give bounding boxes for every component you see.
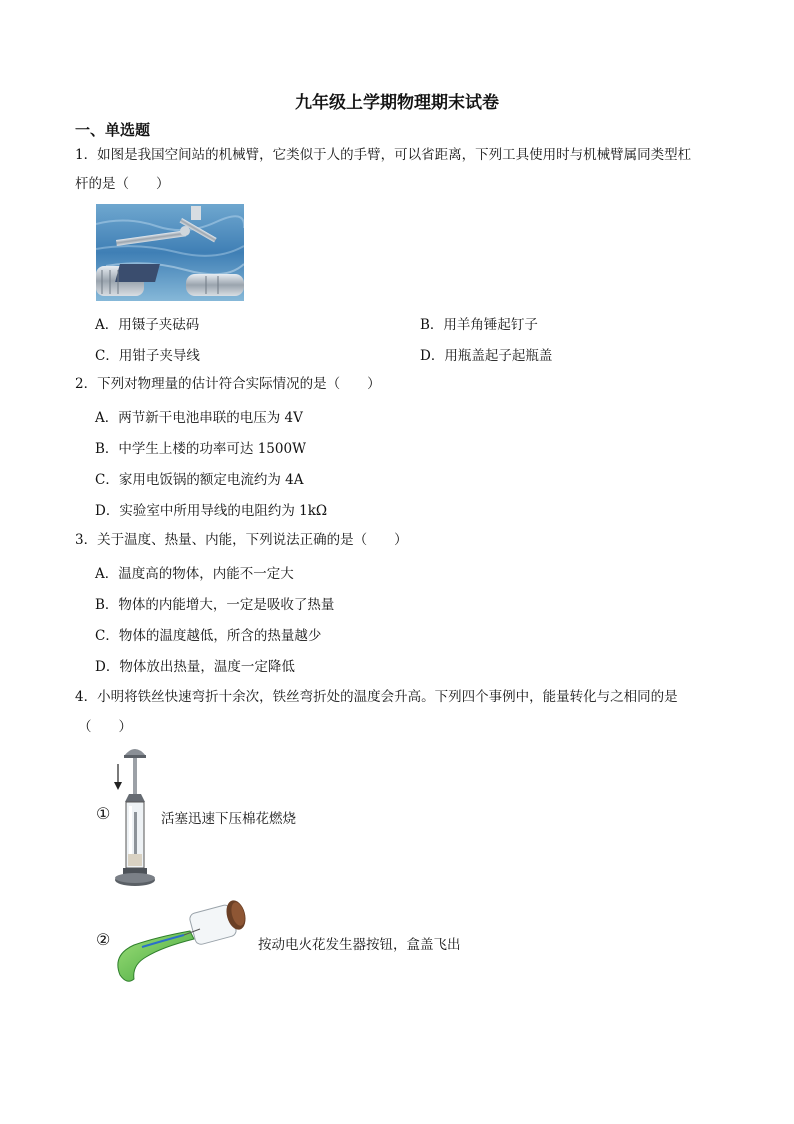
- q3-option-d: D．物体放出热量，温度一定降低: [95, 659, 295, 675]
- robotic-arm-image: [96, 204, 244, 301]
- q2-option-b: B．中学生上楼的功率可达 1500W: [95, 441, 306, 457]
- q2-option-c: C．家用电饭锅的额定电流约为 4A: [95, 472, 304, 488]
- page-title: 九年级上学期物理期末试卷: [295, 93, 499, 113]
- section-heading: 一、单选题: [75, 121, 151, 139]
- q2-option-a: A．两节新干电池串联的电压为 4V: [95, 410, 303, 426]
- question-1-stem-line2: 杆的是（ ）: [75, 176, 170, 192]
- q3-option-c: C．物体的温度越低，所含的热量越少: [95, 628, 322, 644]
- q1-option-c: C．用钳子夹导线: [95, 348, 200, 364]
- q1-option-b: B．用羊角锤起钉子: [420, 317, 538, 333]
- item-1-caption: 活塞迅速下压棉花燃烧: [161, 811, 296, 827]
- question-4-stem-line1: 4．小明将铁丝快速弯折十余次，铁丝弯折处的温度会升高。下列四个事例中，能量转化与之相同的是: [75, 689, 678, 705]
- fire-piston-image: [108, 742, 158, 888]
- q1-option-a: A．用镊子夹砝码: [95, 317, 200, 333]
- question-2-stem: 2．下列对物理量的估计符合实际情况的是（ ）: [75, 376, 381, 392]
- item-1-marker: ①: [96, 804, 111, 823]
- q3-option-a: A．温度高的物体，内能不一定大: [95, 566, 294, 582]
- q2-option-d: D．实验室中所用导线的电阻约为 1kΩ: [95, 503, 328, 519]
- question-3-stem: 3．关于温度、热量、内能，下列说法正确的是（ ）: [75, 532, 408, 548]
- q3-option-b: B．物体的内能增大，一定是吸收了热量: [95, 597, 335, 613]
- question-1-stem-line1: 1．如图是我国空间站的机械臂，它类似于人的手臂，可以省距离，下列工具使用时与机械臂属同类型杠: [75, 147, 692, 163]
- spark-generator-image: [112, 895, 252, 987]
- question-4-stem-line2: （ ）: [78, 719, 132, 735]
- item-2-caption: 按动电火花发生器按钮，盒盖飞出: [258, 937, 461, 953]
- item-2-marker: ②: [96, 930, 111, 949]
- q1-option-d: D．用瓶盖起子起瓶盖: [420, 348, 553, 364]
